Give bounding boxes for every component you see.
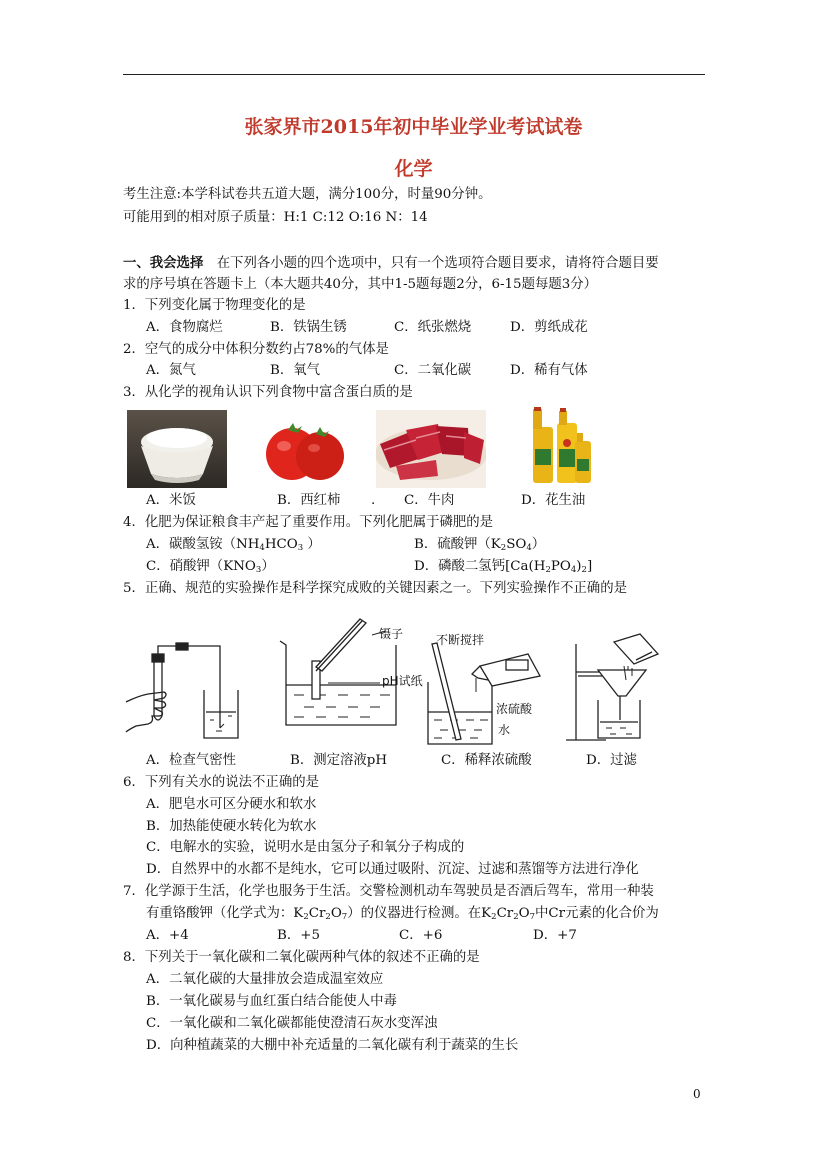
q3-option-c: C．牛肉 — [404, 493, 455, 508]
q6-stem: 6．下列有关水的说法不正确的是 — [123, 775, 319, 790]
q5-option-a: A．检查气密性 — [146, 753, 237, 768]
label-stir: 不断搅拌 — [436, 633, 485, 647]
q4-option-d: D．磷酸二氢钙$[Ca(H_2PO_4)_2]$ — [414, 559, 593, 575]
exam-title: 张家界市2015年初中毕业学业考试试卷 — [244, 116, 583, 138]
q4-option-c: C．硝酸钾$(KNO_3)$ — [146, 559, 275, 575]
q8-option-c: C．一氧化碳和二氧化碳都能使澄清石灰水变浑浊 — [146, 1016, 438, 1031]
q2-option-b: B．氧气 — [270, 363, 321, 378]
subject-title: 化学 — [394, 158, 433, 180]
q2-option-d: D．稀有气体 — [510, 363, 588, 378]
q7-option-c: C．+6 — [399, 928, 443, 943]
q2-option-a: A．氮气 — [146, 363, 196, 378]
q1-option-b: B．铁锅生锈 — [270, 320, 347, 335]
tomato-image — [262, 410, 350, 488]
q5-stem: 5．正确、规范的实验操作是科学探究成败的关键因素之一。下列实验操作不正确的是 — [123, 581, 627, 596]
top-rule — [123, 74, 705, 75]
q5-option-c: C．稀释浓硫酸 — [441, 753, 532, 768]
q8-stem: 8．下列关于一氧化碳和二氧化碳两种气体的叙述不正确的是 — [123, 950, 480, 965]
section1-instruction-2: 求的序号填在答题卡上（本大题共40分，其中1-5题每题2分，6-15题每题3分） — [123, 277, 598, 292]
rice-bowl-image — [127, 410, 227, 488]
label-water: 水 — [498, 723, 511, 737]
q3-option-d: D．花生油 — [521, 493, 586, 508]
q7-option-d: D．+7 — [533, 928, 577, 943]
q3-option-b: B．西红柿 — [277, 493, 341, 508]
q8-option-a: A．二氧化碳的大量排放会造成温室效应 — [146, 972, 384, 987]
q3-stem: 3．从化学的视角认识下列食物中富含蛋白质的是 — [123, 385, 413, 400]
peanut-oil-image — [527, 405, 593, 489]
diagram-airtightness — [124, 636, 252, 746]
notice-line-1: 考生注意:本学科试卷共五道大题，满分100分，时量90分钟。 — [123, 187, 492, 202]
q3-option-a: A．米饭 — [146, 493, 196, 508]
section1-heading: 一、我会选择 — [123, 255, 204, 271]
label-tweezers: 镊子 — [379, 627, 404, 641]
page-number: 0 — [693, 1087, 701, 1101]
q6-option-d: D．自然界中的水都不是纯水，它可以通过吸附、沉淀、过滤和蒸馏等方法进行净化 — [146, 862, 639, 877]
section1-instruction: 一、我会选择 在下列各小题的四个选项中，只有一个选项符合题目要求，请将符合题目要 — [123, 255, 659, 271]
q4-option-b: B．硫酸钾$(K_2SO_4)$ — [414, 537, 546, 553]
q5-option-d: D．过滤 — [586, 753, 637, 768]
q1-option-c: C．纸张燃烧 — [394, 320, 472, 335]
q8-option-d: D．向种植蔬菜的大棚中补充适量的二氧化碳有利于蔬菜的生长 — [146, 1038, 519, 1053]
label-ph-paper: pH试纸 — [382, 674, 423, 688]
q1-stem: 1．下列变化属于物理变化的是 — [123, 298, 306, 313]
q7-stem-1: 7．化学源于生活，化学也服务于生活。交警检测机动车驾驶员是否酒后驾车，常用一种装 — [123, 884, 654, 899]
q2-stem: 2．空气的成分中体积分数约占78%的气体是 — [123, 342, 389, 357]
beef-image — [376, 410, 486, 488]
notice-line-2: 可能用到的相对原子质量：H:1 C:12 O:16 N：14 — [123, 210, 428, 225]
q2-option-c: C．二氧化碳 — [394, 363, 472, 378]
q4-stem: 4．化肥为保证粮食丰产起了重要作用。下列化肥属于磷肥的是 — [123, 515, 494, 530]
q8-option-b: B．一氧化碳易与血红蛋白结合能使人中毒 — [146, 994, 397, 1009]
q7-option-a: A．+4 — [146, 928, 189, 943]
q1-option-d: D．剪纸成花 — [510, 320, 588, 335]
q1-option-a: A．食物腐烂 — [146, 320, 223, 335]
q7-option-b: B．+5 — [277, 928, 320, 943]
q6-option-a: A．肥皂水可区分硬水和软水 — [146, 797, 317, 812]
q6-option-c: C．电解水的实验，说明水是由氢分子和氧分子构成的 — [146, 840, 465, 855]
diagram-filtration — [562, 630, 672, 746]
label-conc-acid: 浓硫酸 — [496, 702, 533, 716]
q6-option-b: B．加热能使硬水转化为软水 — [146, 819, 317, 834]
q5-option-b: B．测定溶液pH — [290, 753, 388, 768]
q4-option-a: A．碳酸氢铵（$NH_4HCO_3$ ） — [146, 537, 321, 553]
diagram-dilute-acid — [418, 640, 558, 746]
q3-dot: . — [371, 493, 376, 508]
q7-stem-2: 有重铬酸钾（化学式为：$K_2Cr_2O_7$）的仪器进行检测。在$K_2Cr_2O_7$中Cr元素的化合价为 — [146, 906, 659, 922]
